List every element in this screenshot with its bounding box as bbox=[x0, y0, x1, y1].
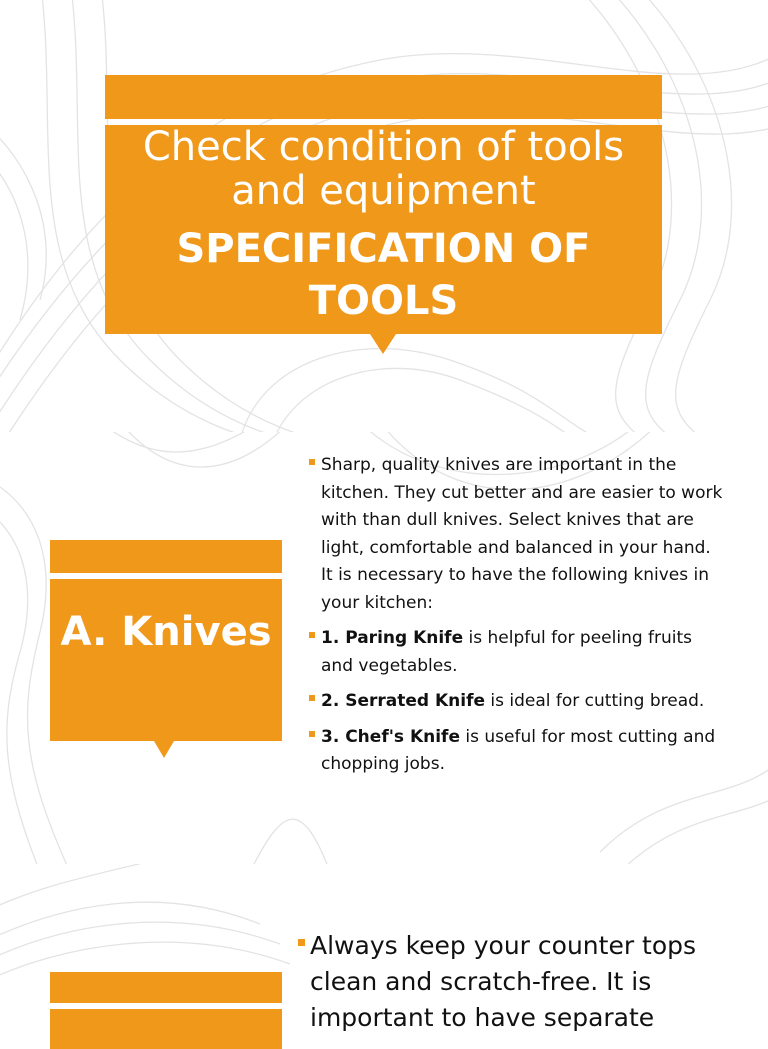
counter-tops-text: Always keep your counter tops clean and scratch-free. It is important to have separate bbox=[310, 931, 697, 1032]
callout-pointer-icon bbox=[154, 741, 174, 758]
slide-subtitle-text: SPECIFICATION OF TOOLS bbox=[176, 226, 591, 324]
bullet-square-icon bbox=[298, 939, 305, 946]
list-item bbox=[305, 625, 725, 680]
bullet-square-icon bbox=[309, 459, 315, 465]
section-callout-counter bbox=[50, 1009, 282, 1049]
bullet-square-icon bbox=[309, 632, 315, 638]
section-heading-knives: A. Knives bbox=[60, 609, 272, 655]
callout-pointer-icon bbox=[370, 334, 396, 354]
knife-description: is ideal for cutting bread. bbox=[485, 691, 705, 711]
section-accent-bar bbox=[50, 972, 282, 1003]
knife-name: 3. Chef's Knife bbox=[321, 726, 460, 747]
title-callout bbox=[105, 125, 662, 334]
list-item bbox=[296, 928, 736, 1036]
bullet-square-icon bbox=[309, 695, 315, 701]
knife-description: is helpful for peeling fruits and vegetables. bbox=[321, 628, 693, 676]
list-item bbox=[305, 724, 725, 779]
section-callout-knives bbox=[50, 579, 282, 741]
knives-bullet-list bbox=[305, 452, 725, 787]
knife-name: 1. Paring Knife bbox=[321, 628, 464, 648]
slide-title-text: Check condition of tools and equipment bbox=[142, 124, 625, 214]
bullet-square-icon bbox=[309, 731, 315, 737]
knives-intro-text: Sharp, quality knives are important in the kitchen. They cut better and are easier to work with than dull knives. Select knives that are light, comfortable and balanced in your hand. It is necessary to have the following knives in your kitchen: bbox=[321, 455, 723, 613]
slide-title bbox=[0, 0, 768, 432]
section-accent-bar bbox=[50, 540, 282, 573]
list-item bbox=[305, 452, 725, 617]
title-accent-bar bbox=[105, 75, 662, 119]
list-item bbox=[305, 688, 725, 716]
counter-bullet-list bbox=[296, 928, 736, 1036]
knife-description: is useful for most cutting and chopping jobs. bbox=[321, 726, 716, 774]
knife-name: 2. Serrated Knife bbox=[321, 691, 485, 711]
